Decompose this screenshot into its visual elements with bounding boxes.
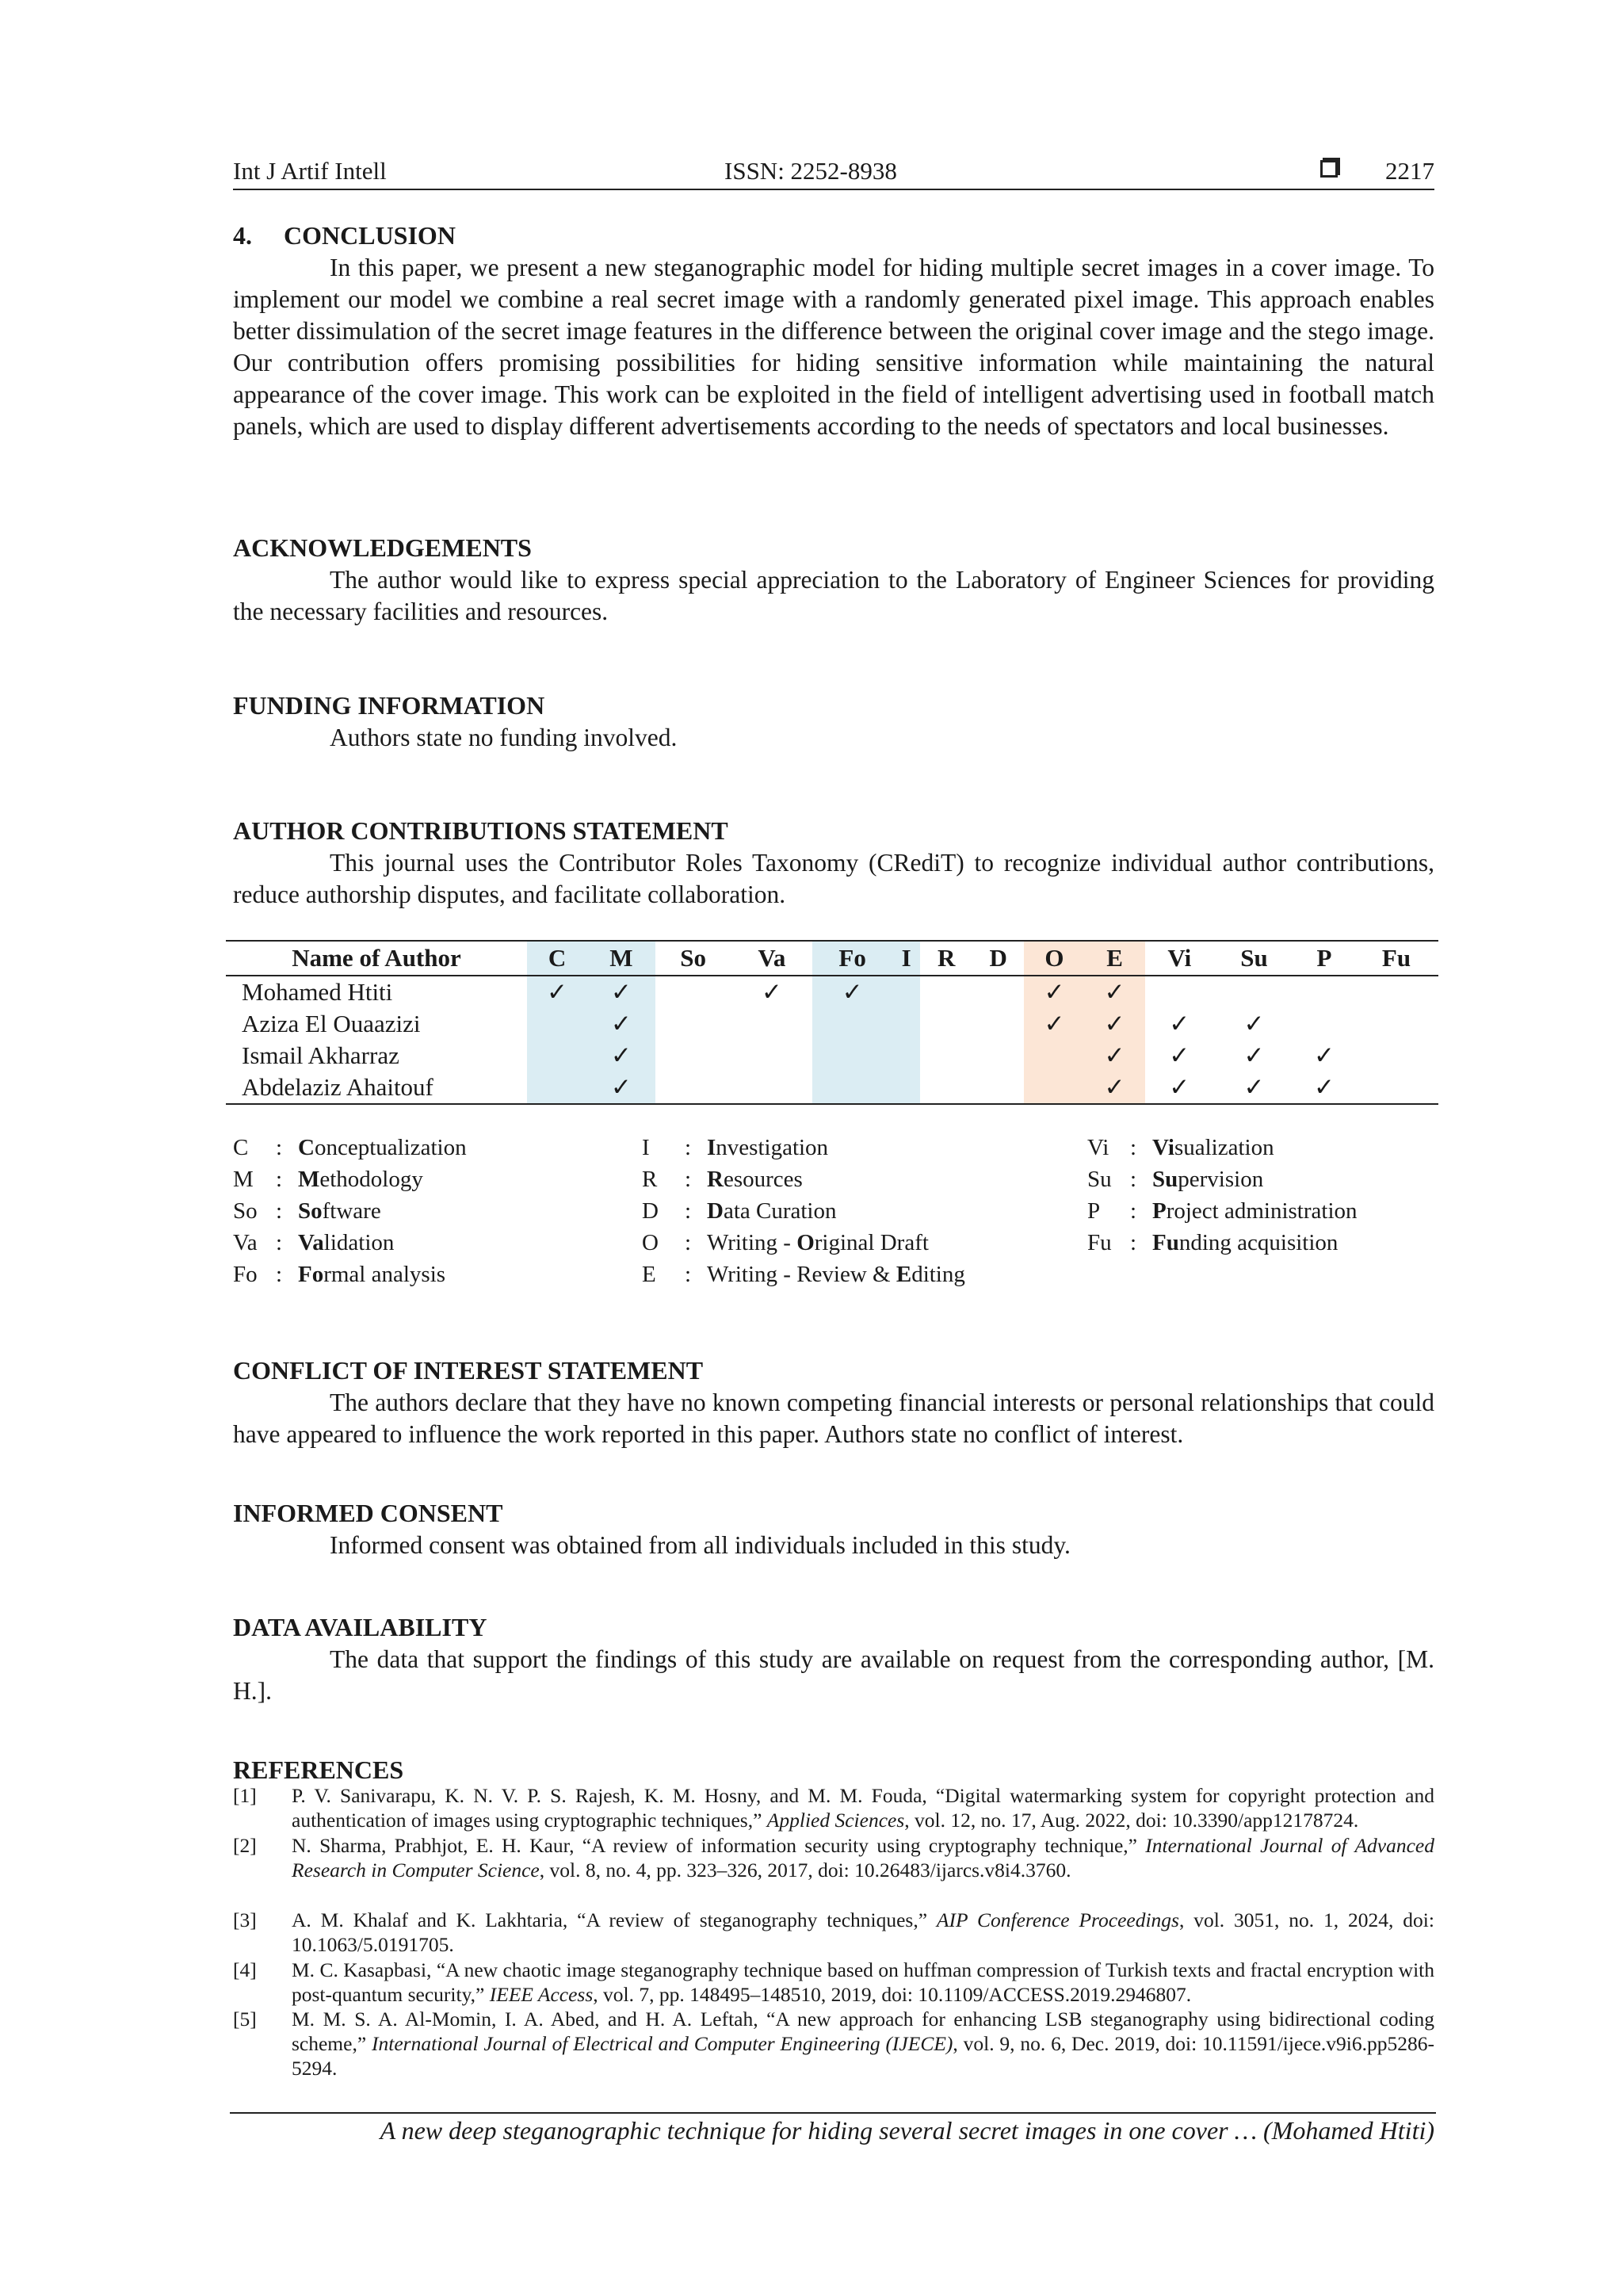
legend-description (1152, 1198, 1358, 1224)
legend-colon: : (1130, 1198, 1137, 1224)
legend-abbr: M (233, 1167, 254, 1192)
legend-desc-rest: esources (723, 1167, 803, 1192)
cell-so (655, 1008, 731, 1040)
cell-o (1024, 1040, 1084, 1072)
reference-details: , vol. 9, no. 6, Dec. 2019, doi: 10.11591/ijece.v9i6.pp5286-5294. (292, 2032, 1434, 2080)
legend-abbr: E (642, 1262, 656, 1287)
author-contributions-heading: AUTHOR CONTRIBUTIONS STATEMENT (233, 816, 728, 845)
references-heading: REFERENCES (233, 1755, 404, 1784)
legend-abbr: Vi (1087, 1135, 1109, 1160)
reference-venue: IEEE Access (489, 1983, 594, 2006)
consent-text: Informed consent was obtained from all individuals included in this study. (330, 1531, 1071, 1559)
legend-desc-rest: roject administration (1166, 1198, 1358, 1224)
check-icon: ✓ (587, 1072, 655, 1104)
legend-desc-bold: So (298, 1198, 323, 1224)
legend-description (298, 1230, 394, 1255)
reference-authors-title: N. Sharma, Prabhjot, E. H. Kaur, “A review of information security using cryptography technique,” (292, 1834, 1146, 1857)
legend-column-3 (1087, 1132, 1358, 1259)
reference-text (292, 1908, 1434, 1957)
reference-venue: International Journal of Advanced Research in Computer Science (292, 1834, 1434, 1881)
legend-desc-bold: C (298, 1135, 315, 1160)
legend-abbr: D (642, 1198, 659, 1224)
cell-vi (1145, 976, 1214, 1008)
consent-heading: INFORMED CONSENT (233, 1499, 503, 1527)
cell-r (920, 976, 972, 1008)
legend-desc-bold: Vi (1152, 1135, 1174, 1160)
legend-item (233, 1132, 467, 1163)
check-icon: ✓ (1085, 976, 1145, 1008)
legend-abbr: I (642, 1135, 650, 1160)
cell-fo (812, 1040, 892, 1072)
legend-description (298, 1198, 381, 1224)
cell-su (1214, 976, 1294, 1008)
column-header-va: Va (731, 941, 813, 976)
reference-number: [2] (233, 1834, 257, 1857)
check-icon: ✓ (527, 976, 587, 1008)
reference-item (233, 1783, 1434, 1832)
journal-name: Int J Artif Intell (233, 157, 387, 185)
legend-desc-bold: Fu (1152, 1230, 1179, 1255)
table-header-row (226, 941, 1438, 976)
reference-number: [5] (233, 2008, 257, 2030)
legend-item (642, 1227, 965, 1259)
legend-desc-bold: Fo (298, 1262, 324, 1287)
legend-item (233, 1195, 467, 1227)
legend-desc-rest: nding acquisition (1178, 1230, 1338, 1255)
reference-number: [3] (233, 1908, 257, 1931)
check-icon: ✓ (1294, 1072, 1354, 1104)
data-availability-heading: DATA AVAILABILITY (233, 1613, 487, 1641)
legend-description (707, 1167, 803, 1192)
reference-authors-title: P. V. Sanivarapu, K. N. V. P. S. Rajesh, K. M. Hosny, and M. M. Fouda, “Digital watermarking system for copyright protection and authentication of images using cryptographic techniques,” (292, 1784, 1434, 1832)
cell-d (972, 1072, 1025, 1104)
check-icon: ✓ (1024, 1008, 1084, 1040)
legend-abbr: O (642, 1230, 659, 1255)
legend-colon: : (276, 1198, 283, 1224)
legend-abbr: P (1087, 1198, 1101, 1224)
legend-description (298, 1167, 423, 1192)
column-header-c: C (527, 941, 587, 976)
reference-text (292, 1783, 1434, 1832)
cell-d (972, 1008, 1025, 1040)
legend-desc-rest: pervision (1178, 1167, 1264, 1192)
legend-description (1152, 1135, 1274, 1160)
author-name: Aziza El Ouaazizi (242, 1010, 421, 1037)
funding-heading: FUNDING INFORMATION (233, 691, 545, 720)
cell-p (1294, 976, 1354, 1008)
legend-desc-rest: ftware (322, 1198, 381, 1224)
reference-text (292, 2007, 1434, 2080)
cell-fu (1354, 976, 1438, 1008)
issn: ISSN: 2252-8938 (724, 157, 897, 185)
column-header-fu: Fu (1354, 941, 1438, 976)
column-header-name: Name of Author (226, 941, 527, 976)
check-icon: ✓ (587, 1040, 655, 1072)
legend-item (233, 1259, 467, 1290)
legend-item (1087, 1227, 1358, 1259)
reference-text (292, 1833, 1434, 1882)
reference-venue: Applied Sciences (766, 1809, 905, 1832)
legend-desc-rest: lidation (323, 1230, 395, 1255)
funding-text: Authors state no funding involved. (330, 724, 678, 751)
check-icon: ✓ (1169, 1041, 1190, 1069)
legend-colon: : (276, 1230, 283, 1255)
conclusion-text: In this paper, we present a new steganographic model for hiding multiple secret images in a cover image. To implement our model we combine a real secret image with a randomly generated pixel image. This approach enables better dissimulation of the secret image features in the difference between the original cover image and the stego image. Our contribution offers promising possibilities for hiding sensitive information while maintaining the natural appearance of the cover image. This work can be exploited in the field of intelligent advertising used in football match panels, which are used to display different advertisements according to the needs of spectators and local businesses. (233, 254, 1434, 440)
check-icon: ✓ (761, 978, 782, 1006)
legend-desc-bold: D (707, 1198, 724, 1224)
contributions-table (226, 940, 1438, 1105)
legend-desc-bold: M (298, 1167, 320, 1192)
data-availability-text: The data that support the findings of this study are available on request from the corresponding author, [M. H.]. (233, 1645, 1434, 1705)
check-icon: ✓ (1243, 1010, 1265, 1037)
cell-va (731, 1008, 813, 1040)
legend-description (1152, 1167, 1263, 1192)
legend-item (1087, 1195, 1358, 1227)
reference-text (292, 1958, 1434, 2007)
legend-desc-rest: ata Curation (723, 1198, 837, 1224)
cell-va (731, 1072, 813, 1104)
legend-description (707, 1230, 929, 1255)
author-name: Abdelaziz Ahaitouf (226, 1072, 527, 1104)
column-header-so: So (655, 941, 731, 976)
check-icon: ✓ (1085, 1040, 1145, 1072)
footer-text: A new deep steganographic technique for hiding several secret images in one cover … (Mohamed Htiti) (380, 2116, 1434, 2145)
legend-desc-rest: rmal analysis (323, 1262, 446, 1287)
column-header-fo: Fo (812, 941, 892, 976)
legend-item (642, 1259, 965, 1290)
cell-fo (812, 1008, 892, 1040)
table-row (226, 1008, 1438, 1040)
cell-i (892, 1040, 920, 1072)
acknowledgements-heading: ACKNOWLEDGEMENTS (233, 533, 532, 562)
check-icon: ✓ (1214, 1072, 1294, 1104)
column-header-e: E (1085, 941, 1145, 976)
acknowledgements-text: The author would like to express special appreciation to the Laboratory of Engineer Sciences for providing the necessary facilities and resources. (233, 566, 1434, 625)
legend-description (707, 1135, 828, 1160)
check-icon: ✓ (1024, 976, 1084, 1008)
author-name: Mohamed Htiti (242, 978, 393, 1006)
check-icon: ✓ (1243, 1041, 1265, 1069)
legend-column-1 (233, 1132, 467, 1290)
check-icon: ✓ (587, 976, 655, 1008)
column-header-p: P (1294, 941, 1354, 976)
cell-i (892, 976, 920, 1008)
reference-details: , vol. 8, no. 4, pp. 323–326, 2017, doi: 10.26483/ijarcs.v8i4.3760. (539, 1859, 1071, 1881)
cell-r (920, 1072, 972, 1104)
cell-so (655, 1040, 731, 1072)
legend-colon: : (685, 1230, 692, 1255)
column-header-r: R (920, 941, 972, 976)
legend-colon: : (685, 1167, 692, 1192)
legend-item (233, 1227, 467, 1259)
reference-item (233, 1958, 1434, 2007)
check-icon: ✓ (1085, 1008, 1145, 1040)
legend-desc-bold: P (1152, 1198, 1167, 1224)
cell-fu (1354, 1008, 1438, 1040)
check-icon: ✓ (1085, 1072, 1145, 1104)
legend-desc-bold: E (896, 1262, 912, 1287)
check-icon: ✓ (1313, 1041, 1335, 1069)
check-icon: ✓ (1169, 1010, 1190, 1037)
author-contributions-text: This journal uses the Contributor Roles Taxonomy (CRediT) to recognize individual author contributions, reduce authorship disputes, and facilitate collaboration. (233, 849, 1434, 908)
legend-desc-bold: R (707, 1167, 724, 1192)
reference-item (233, 1833, 1434, 1882)
column-header-d: D (972, 941, 1025, 976)
legend-colon: : (276, 1167, 283, 1192)
column-header-i: I (892, 941, 920, 976)
legend-column-2 (642, 1132, 965, 1290)
conflict-heading: CONFLICT OF INTEREST STATEMENT (233, 1356, 704, 1385)
legend-colon: : (276, 1262, 283, 1287)
legend-description (1152, 1230, 1338, 1255)
legend-desc-rest: diting (911, 1262, 965, 1287)
legend-desc-rest: nvestigation (716, 1135, 829, 1160)
legend-item (642, 1195, 965, 1227)
reference-venue: International Journal of Electrical and Computer Engineering (IJECE) (372, 2032, 953, 2055)
reference-details: , vol. 7, pp. 148495–148510, 2019, doi: 10.1109/ACCESS.2019.2946807. (593, 1983, 1192, 2006)
cell-va (731, 1040, 813, 1072)
cell-d (972, 1040, 1025, 1072)
reference-authors-title: M. C. Kasapbasi, “A new chaotic image steganography technique based on huffman compression of Turkish texts and fractal encryption with post-quantum security,” (292, 1958, 1434, 2006)
cell-c (527, 1040, 587, 1072)
legend-desc-bold: O (796, 1230, 815, 1255)
legend-description (298, 1262, 445, 1287)
legend-colon: : (1130, 1230, 1137, 1255)
legend-abbr: Su (1087, 1167, 1112, 1192)
reference-item (233, 2007, 1434, 2080)
conclusion-heading: 4. CONCLUSION (233, 221, 456, 250)
legend-abbr: So (233, 1198, 258, 1224)
legend-item (642, 1132, 965, 1163)
reference-details: , vol. 12, no. 17, Aug. 2022, doi: 10.3390/app12178724. (904, 1809, 1359, 1832)
legend-abbr: Fu (1087, 1230, 1112, 1255)
table-row (226, 1072, 1438, 1104)
cell-r (920, 1008, 972, 1040)
legend-desc-rest: ethodology (319, 1167, 423, 1192)
column-header-vi: Vi (1145, 941, 1214, 976)
legend-description (707, 1198, 837, 1224)
cell-p (1294, 1008, 1354, 1040)
cell-fu (1354, 1072, 1438, 1104)
square-icon (1320, 160, 1338, 178)
author-name: Ismail Akharraz (242, 1041, 399, 1069)
cell-i (892, 1072, 920, 1104)
legend-colon: : (685, 1135, 692, 1160)
table-row (226, 1040, 1438, 1072)
check-icon: ✓ (812, 976, 892, 1008)
legend-colon: : (276, 1135, 283, 1160)
legend-description (298, 1135, 467, 1160)
check-icon: ✓ (1145, 1072, 1214, 1104)
legend-desc-rest: sualization (1174, 1135, 1274, 1160)
cell-fo (812, 1072, 892, 1104)
reference-venue: AIP Conference Proceedings (936, 1908, 1179, 1931)
reference-details: , vol. 3051, no. 1, 2024, doi: 10.1063/5.0191705. (292, 1908, 1434, 1956)
reference-authors-title: A. M. Khalaf and K. Lakhtaria, “A review of steganography techniques,” (292, 1908, 937, 1931)
legend-abbr: Va (233, 1230, 258, 1255)
cell-c (527, 1008, 587, 1040)
legend-desc-bold: Su (1152, 1167, 1178, 1192)
footer-rule (230, 2112, 1436, 2114)
legend-description (707, 1262, 965, 1287)
legend-item (1087, 1132, 1358, 1163)
legend-desc-prefix: Writing - Review & (707, 1262, 896, 1287)
legend-colon: : (685, 1262, 692, 1287)
cell-fu (1354, 1040, 1438, 1072)
legend-desc-prefix: Writing - (707, 1230, 797, 1255)
reference-number: [4] (233, 1958, 257, 1981)
legend-desc-rest: onceptualization (314, 1135, 467, 1160)
cell-i (892, 1008, 920, 1040)
table-row (226, 976, 1438, 1008)
column-header-o: O (1024, 941, 1084, 976)
legend-colon: : (1130, 1135, 1137, 1160)
column-header-m: M (587, 941, 655, 976)
reference-item (233, 1908, 1434, 1957)
cell-so (655, 1072, 731, 1104)
legend-desc-bold: Va (298, 1230, 324, 1255)
legend-colon: : (685, 1198, 692, 1224)
cell-d (972, 976, 1025, 1008)
reference-number: [1] (233, 1784, 257, 1807)
check-icon: ✓ (587, 1008, 655, 1040)
column-header-su: Su (1214, 941, 1294, 976)
legend-item (642, 1163, 965, 1195)
cell-c (527, 1072, 587, 1104)
legend-abbr: Fo (233, 1262, 258, 1287)
legend-desc-bold: I (707, 1135, 716, 1160)
cell-so (655, 976, 731, 1008)
reference-authors-title: M. M. S. A. Al-Momin, I. A. Abed, and H. A. Leftah, “A new approach for enhancing LSB steganography using bidirectional coding scheme,” (292, 2008, 1434, 2055)
legend-abbr: R (642, 1167, 658, 1192)
legend-colon: : (1130, 1167, 1137, 1192)
cell-o (1024, 1072, 1084, 1104)
legend-abbr: C (233, 1135, 249, 1160)
running-header (233, 155, 1434, 190)
legend-item (1087, 1163, 1358, 1195)
legend-desc-rest: riginal Draft (814, 1230, 929, 1255)
legend-item (233, 1163, 467, 1195)
conflict-text: The authors declare that they have no known competing financial interests or personal relationships that could have appeared to influence the work reported in this paper. Authors state no conflict of interest. (233, 1389, 1434, 1448)
page-number: 2217 (1385, 157, 1434, 185)
cell-r (920, 1040, 972, 1072)
